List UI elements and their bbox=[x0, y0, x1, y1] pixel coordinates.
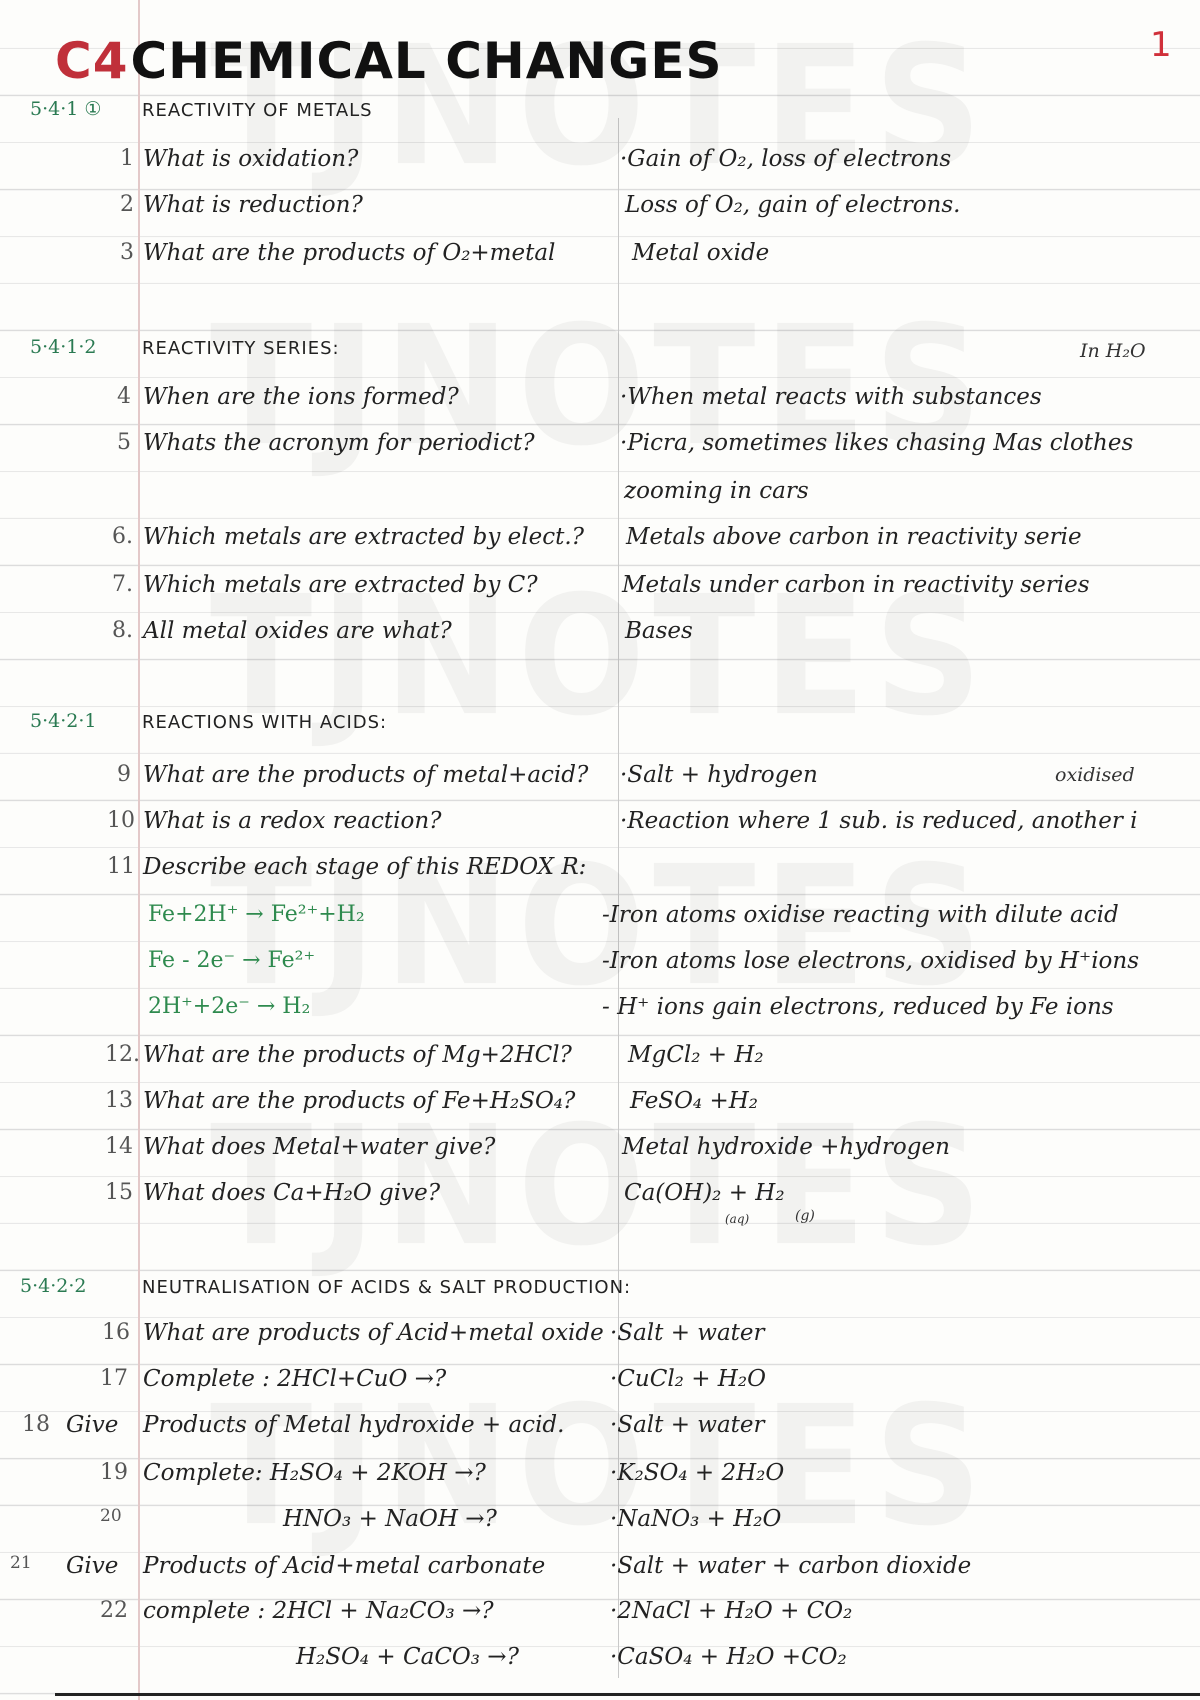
question-text: What are products of Acid+metal oxide bbox=[143, 1320, 604, 1346]
section-number: 5·4·1 ① bbox=[30, 98, 102, 120]
answer-text: MgCl₂ + H₂ bbox=[628, 1042, 764, 1068]
question-text: What are the products of O₂+metal bbox=[143, 240, 556, 266]
question-text: What is a redox reaction? bbox=[143, 808, 442, 834]
question-number: 3 bbox=[120, 240, 134, 265]
answer-text: ·NaNO₃ + H₂O bbox=[610, 1506, 782, 1532]
answer-text: Metal oxide bbox=[632, 240, 770, 266]
answer-text: ·2NaCl + H₂O + CO₂ bbox=[610, 1598, 853, 1624]
question-number: 8. bbox=[112, 618, 133, 643]
answer-text: Metal hydroxide +hydrogen bbox=[622, 1134, 950, 1160]
chapter-code: C4 bbox=[55, 32, 129, 90]
question-text: Complete: H₂SO₄ + 2KOH →? bbox=[143, 1460, 486, 1486]
question-text: What are the products of Mg+2HCl? bbox=[143, 1042, 572, 1068]
question-text: What does Ca+H₂O give? bbox=[143, 1180, 441, 1206]
answer-text-continued: zooming in cars bbox=[624, 478, 809, 504]
question-text: All metal oxides are what? bbox=[143, 618, 452, 644]
question-text: Whats the acronym for periodict? bbox=[143, 430, 535, 456]
section-number: 5·4·2·1 bbox=[30, 710, 97, 732]
answer-text: Loss of O₂, gain of electrons. bbox=[625, 192, 961, 218]
answer-text: Metals under carbon in reactivity series bbox=[622, 572, 1090, 598]
question-text: Which metals are extracted by C? bbox=[143, 572, 538, 598]
answer-text: ·Salt + water + carbon dioxide bbox=[610, 1553, 972, 1579]
question-number: 5 bbox=[117, 430, 131, 455]
question-number: 2 bbox=[120, 192, 134, 217]
equation-description: - H⁺ ions gain electrons, reduced by Fe ions bbox=[602, 994, 1114, 1020]
answer-text: ·Gain of O₂, loss of electrons bbox=[620, 146, 952, 172]
question-text: Describe each stage of this REDOX R: bbox=[143, 854, 587, 880]
section-number: 5·4·2·2 bbox=[20, 1275, 87, 1297]
question-text: Products of Acid+metal carbonate bbox=[143, 1553, 546, 1579]
answer-text: ·Salt + water bbox=[610, 1320, 765, 1346]
chapter-title: CHEMICAL CHANGES bbox=[130, 32, 723, 90]
question-number: 14 bbox=[105, 1134, 133, 1159]
question-text: What is reduction? bbox=[143, 192, 363, 218]
section-number: 5·4·1·2 bbox=[30, 336, 97, 358]
page-title bbox=[55, 32, 723, 90]
section-title: NEUTRALISATION OF ACIDS & SALT PRODUCTION: bbox=[142, 1277, 632, 1298]
question-text: What are the products of metal+acid? bbox=[143, 762, 589, 788]
redox-equation: Fe - 2e⁻ → Fe²⁺ bbox=[148, 948, 316, 973]
question-number: 20 bbox=[100, 1506, 122, 1526]
page-number: 1 bbox=[1150, 25, 1172, 65]
question-text: Complete : 2HCl+CuO →? bbox=[143, 1366, 447, 1392]
answer-text: ·When metal reacts with substances bbox=[620, 384, 1042, 410]
question-number: 1 bbox=[120, 146, 134, 171]
question-number: 7. bbox=[112, 572, 133, 597]
question-text: Which metals are extracted by elect.? bbox=[143, 524, 584, 550]
answer-text: ·CaSO₄ + H₂O +CO₂ bbox=[610, 1644, 847, 1670]
question-number: 19 bbox=[100, 1460, 128, 1485]
answer-text: ·Reaction where 1 sub. is reduced, another i bbox=[620, 808, 1138, 834]
answer-text: ·Salt + water bbox=[610, 1412, 765, 1438]
section-title: REACTIVITY SERIES: bbox=[142, 338, 340, 359]
question-number: 10 bbox=[107, 808, 135, 833]
redox-equation: 2H⁺+2e⁻ → H₂ bbox=[148, 994, 311, 1019]
answer-text: ·CuCl₂ + H₂O bbox=[610, 1366, 766, 1392]
margin-note: In H₂O bbox=[1080, 340, 1146, 362]
section-title: REACTIVITY OF METALS bbox=[142, 100, 373, 121]
answer-text: ·Picra, sometimes likes chasing Mas clothes bbox=[620, 430, 1134, 456]
question-number: 12. bbox=[105, 1042, 140, 1067]
question-text: Products of Metal hydroxide + acid. bbox=[143, 1412, 565, 1438]
question-number: 22 bbox=[100, 1598, 128, 1623]
question-number: 13 bbox=[105, 1088, 133, 1113]
question-number: 9 bbox=[117, 762, 131, 787]
state-symbol: (aq) bbox=[725, 1212, 750, 1226]
question-text: HNO₃ + NaOH →? bbox=[283, 1506, 497, 1532]
answer-text: Ca(OH)₂ + H₂ bbox=[624, 1180, 785, 1206]
equation-description: -Iron atoms oxidise reacting with dilute acid bbox=[602, 902, 1119, 928]
answer-text: ·Salt + hydrogen bbox=[620, 762, 818, 788]
question-text: H₂SO₄ + CaCO₃ →? bbox=[296, 1644, 519, 1670]
question-number: 6. bbox=[112, 524, 133, 549]
margin-note: oxidised bbox=[1055, 764, 1135, 786]
question-number: 18 bbox=[22, 1412, 50, 1437]
bottom-rule bbox=[55, 1693, 1200, 1696]
question-number: 4 bbox=[117, 384, 131, 409]
answer-text: ·K₂SO₄ + 2H₂O bbox=[610, 1460, 785, 1486]
answer-text: FeSO₄ +H₂ bbox=[630, 1088, 759, 1114]
question-text: When are the ions formed? bbox=[143, 384, 459, 410]
section-title: REACTIONS WITH ACIDS: bbox=[142, 712, 388, 733]
question-lead: Give bbox=[66, 1412, 119, 1438]
answer-text: Metals above carbon in reactivity serie bbox=[626, 524, 1082, 550]
question-number: 15 bbox=[105, 1180, 133, 1205]
answer-text: Bases bbox=[625, 618, 693, 644]
question-number: 11 bbox=[107, 854, 135, 879]
question-number: 17 bbox=[100, 1366, 128, 1391]
question-number: 21 bbox=[10, 1553, 32, 1573]
question-text: What are the products of Fe+H₂SO₄? bbox=[143, 1088, 576, 1114]
question-lead: Give bbox=[66, 1553, 119, 1579]
question-number: 16 bbox=[102, 1320, 130, 1345]
question-text: What does Metal+water give? bbox=[143, 1134, 496, 1160]
state-symbol: (g) bbox=[795, 1208, 815, 1224]
question-text: complete : 2HCl + Na₂CO₃ →? bbox=[143, 1598, 494, 1624]
equation-description: -Iron atoms lose electrons, oxidised by H⁺ions bbox=[602, 948, 1140, 974]
redox-equation: Fe+2H⁺ → Fe²⁺+H₂ bbox=[148, 902, 365, 927]
question-text: What is oxidation? bbox=[143, 146, 359, 172]
